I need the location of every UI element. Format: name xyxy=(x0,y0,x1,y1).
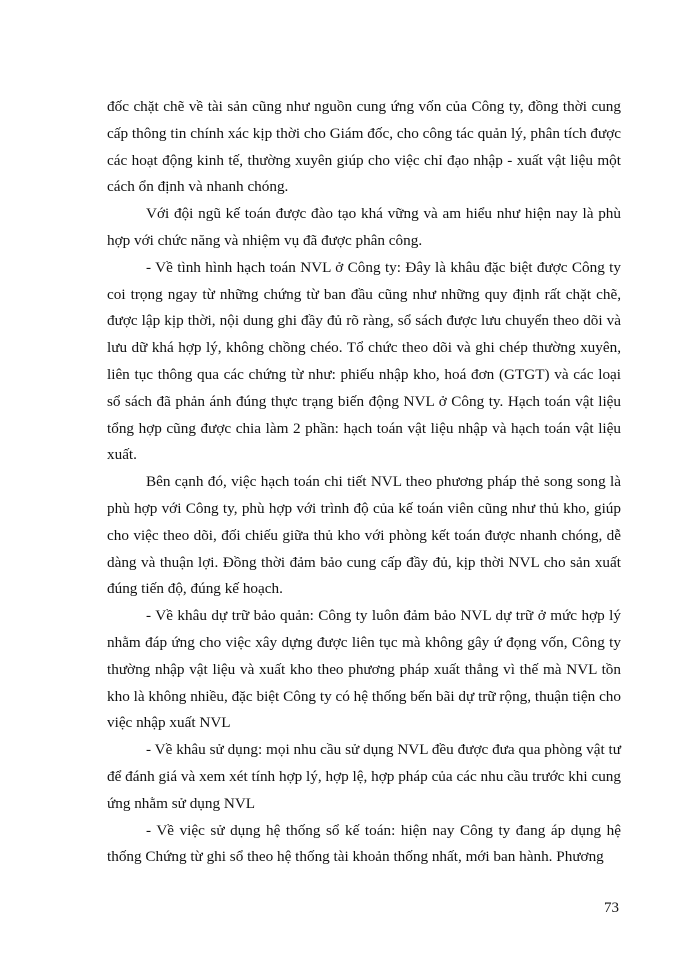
page-number: 73 xyxy=(604,900,619,916)
paragraph-accounting-team: Với đội ngũ kế toán được đào tạo khá vững và am hiểu như hiện nay là phù hợp với chức năng và nhiệm vụ đã được phân công. xyxy=(107,205,621,249)
paragraph-ledger-system: - Về việc sử dụng hệ thống sổ kế toán: hiện nay Công ty đang áp dụng hệ thống Chứng từ ghi sổ theo hệ thống tài khoản thống nhất, mới ban hành. Phương xyxy=(107,821,621,866)
paragraph-continuation: đốc chặt chẽ về tài sản cũng như nguồn cung ứng vốn của Công ty, đồng thời cung cấp thông tin chính xác kịp thời cho Giám đốc, cho công tác quản lý, phân tích được các hoạt động kinh tế, thường xuyên giúp cho việc chỉ đạo nhập - xuất vật liệu một cách ổn định và nhanh chóng. xyxy=(107,98,621,196)
paragraph-detailed-accounting: Bên cạnh đó, việc hạch toán chi tiết NVL theo phương pháp thẻ song song là phù hợp với Công ty, phù hợp với trình độ của kế toán viên cũng như thủ kho, giúp cho việc theo dõi, đối chiếu giữa thủ kho với phòng kết toán được nhanh chóng, dễ dàng và thuận lợi. Đồng thời đảm bảo cung cấp đầy đủ, kịp thời NVL cho sản xuất đúng tiến độ, đúng kế hoạch. xyxy=(107,473,621,598)
paragraph-usage: - Về khâu sử dụng: mọi nhu cầu sử dụng NVL đều được đưa qua phòng vật tư để đánh giá và xem xét tính hợp lý, hợp lệ, hợp pháp của các nhu cầu trước khi cung ứng nhằm sử dụng NVL xyxy=(107,741,621,812)
paragraph-storage: - Về khâu dự trữ bảo quản: Công ty luôn đảm bảo NVL dự trữ ở mức hợp lý nhằm đáp ứng cho việc xây dựng được liên tục mà không gây ứ đọng vốn, Công ty thường nhập vật liệu và xuất kho theo phương pháp xuất thẳng vì thế mà NVL tồn kho là không nhiều, đặc biệt Công ty có hệ thống bến bãi dự trữ rộng, thuận tiện cho việc nhập xuất NVL xyxy=(107,607,621,732)
paragraph-nvl-accounting: - Về tình hình hạch toán NVL ở Công ty: Đây là khâu đặc biệt được Công ty coi trọng ngay từ những chứng từ ban đầu cũng như những quy định rất chặt chẽ, được lập kịp thời, nội dung ghi đầy đủ rõ ràng, sổ sách được lưu chuyển theo dõi và lưu dữ khá hợp lý, không chồng chéo. Tổ chức theo dõi và ghi chép thường xuyên, liên tục thông qua các chứng từ như: phiếu nhập kho, hoá đơn (GTGT) và các loại sổ sách đã phản ánh đúng thực trạng biến động NVL ở Công ty. Hạch toán vật liệu tổng hợp cũng được chia làm 2 phần: hạch toán vật liệu nhập và hạch toán vật liệu xuất. xyxy=(107,258,621,464)
document-body xyxy=(107,94,621,871)
